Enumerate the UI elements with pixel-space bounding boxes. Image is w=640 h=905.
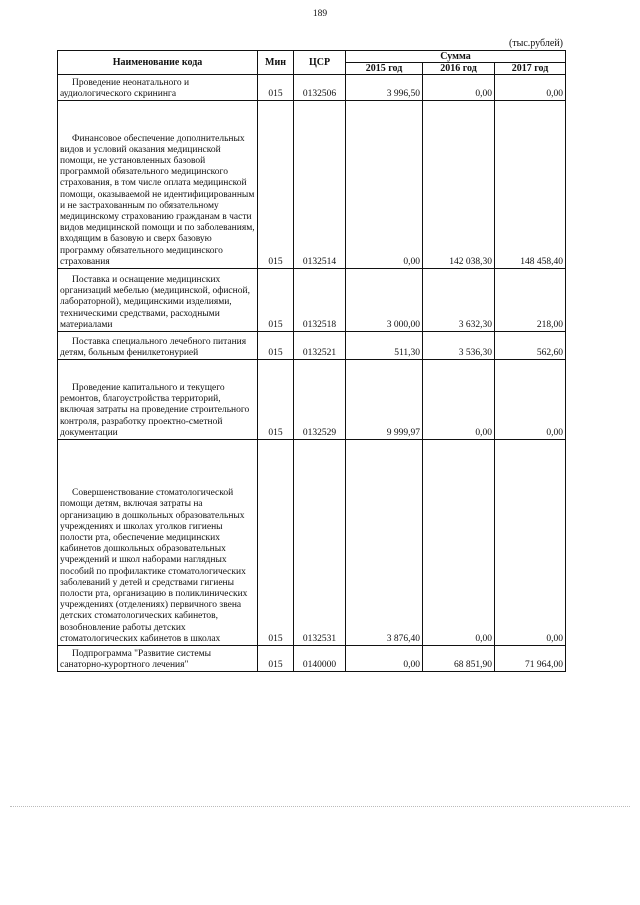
row-min: 015 [258,269,294,332]
row-csr: 0132518 [294,269,346,332]
row-name: Поставка и оснащение медицинских организаций мебелью (медицинской, офисной, лабораторной), медицинскими изделиями, техническими средствами, расходными материалами [58,269,258,332]
row-min: 015 [258,101,294,269]
row-2017: 148 458,40 [495,101,566,269]
table-row [58,332,566,360]
row-min: 015 [258,332,294,360]
header-csr: ЦСР [294,51,346,75]
header-sum: Сумма [346,51,566,63]
row-2015: 3 000,00 [346,269,423,332]
row-name: Подпрограмма "Развитие системы санаторно-курортного лечения" [58,646,258,672]
row-2017: 71 964,00 [495,646,566,672]
row-csr: 0132514 [294,101,346,269]
header-min: Мин [258,51,294,75]
header-name: Наименование кода [58,51,258,75]
header-2015: 2015 год [346,63,423,75]
row-2017: 0,00 [495,75,566,101]
row-name: Совершенствование стоматологической помощи детям, включая затраты на организацию в дошкольных образовательных учреждениях и школах уголков гигиены полости рта, обеспечение медицинских кабинетов дошкольных образовательных учреждений и школ наборами наглядных пособий по профилактике стоматологических заболеваний у детей и средствами гигиены полости рта, организацию в поликлинических учреждениях (отделениях) первичного звена детских стоматологических кабинетов, возобновление работы детских стоматологических кабинетов в школах [58,440,258,646]
row-min: 015 [258,440,294,646]
row-csr: 0132529 [294,360,346,440]
row-csr: 0140000 [294,646,346,672]
units-label: (тыс.рублей) [508,38,563,49]
row-csr: 0132506 [294,75,346,101]
row-2016: 0,00 [423,440,495,646]
row-2016: 3 536,30 [423,332,495,360]
row-2016: 0,00 [423,360,495,440]
header-2017: 2017 год [495,63,566,75]
budget-table [57,50,566,672]
row-name: Поставка специального лечебного питания детям, больным фенилкетонурией [58,332,258,360]
row-2016: 68 851,90 [423,646,495,672]
row-min: 015 [258,75,294,101]
page-number: 189 [312,9,328,19]
row-min: 015 [258,360,294,440]
row-csr: 0132531 [294,440,346,646]
row-min: 015 [258,646,294,672]
row-2017: 0,00 [495,360,566,440]
header-2016: 2016 год [423,63,495,75]
row-name: Проведение неонатального и аудиологического скрининга [58,75,258,101]
row-2015: 9 999,97 [346,360,423,440]
table-row [58,101,566,269]
table-row [58,440,566,646]
row-2015: 3 996,50 [346,75,423,101]
row-csr: 0132521 [294,332,346,360]
table-row [58,646,566,672]
row-2016: 3 632,30 [423,269,495,332]
table-row [58,360,566,440]
scan-artifact-line [10,806,630,807]
row-2016: 0,00 [423,75,495,101]
row-2015: 511,30 [346,332,423,360]
table-row [58,75,566,101]
table-row [58,269,566,332]
row-2017: 218,00 [495,269,566,332]
row-2015: 0,00 [346,101,423,269]
row-name: Финансовое обеспечение дополнительных видов и условий оказания медицинской помощи, не установленных базовой программой обязательного медицинского страхования, в том числе оплата медицинской помощи, оказываемой не идентифицированным и не застрахованным по обязательному медицинскому страхованию гражданам в части видов медицинской помощи и по заболеваниям, входящим в базовую и сверх базовую программу обязательного медицинского страхования [58,101,258,269]
row-2015: 3 876,40 [346,440,423,646]
row-2015: 0,00 [346,646,423,672]
row-2016: 142 038,30 [423,101,495,269]
row-2017: 562,60 [495,332,566,360]
row-2017: 0,00 [495,440,566,646]
row-name: Проведение капитального и текущего ремонтов, благоустройства территорий, включая затраты на проведение строительного контроля, разработку проектно-сметной документации [58,360,258,440]
